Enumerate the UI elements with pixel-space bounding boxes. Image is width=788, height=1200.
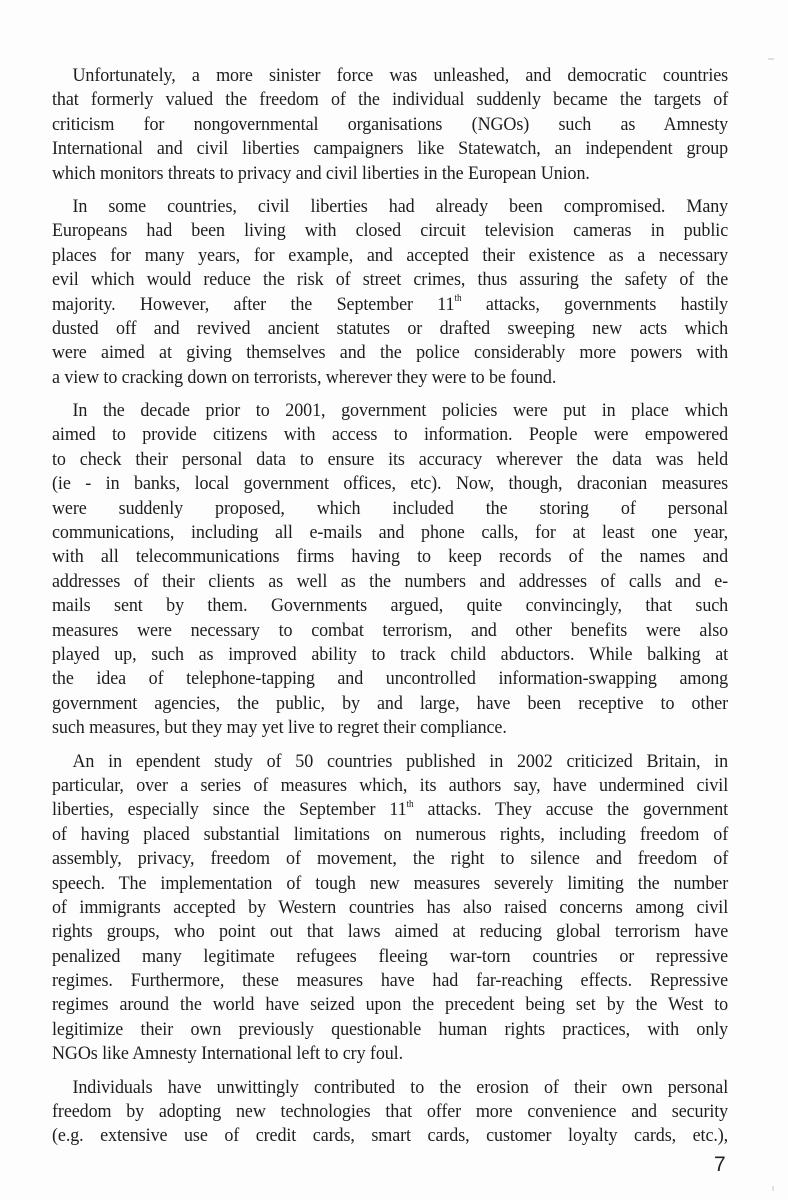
text-line bbox=[52, 88, 728, 112]
line-text: Unfortunately, a more sinister force was unleashed, and democratic countries bbox=[72, 65, 729, 86]
line-text: majority. However, after the September 11 bbox=[52, 293, 455, 315]
text-line bbox=[52, 448, 728, 472]
paragraph bbox=[52, 1076, 728, 1149]
text-line bbox=[52, 399, 728, 423]
text-line bbox=[52, 219, 728, 243]
line-text: Individuals have unwittingly contributed to the erosion of their own personal bbox=[72, 1076, 729, 1098]
scan-speck bbox=[772, 1186, 774, 1191]
text-line bbox=[52, 969, 728, 993]
scan-speck bbox=[768, 58, 774, 60]
text-line bbox=[52, 896, 728, 920]
text-line bbox=[52, 293, 728, 317]
line-text: In some countries, civil liberties had already been compromised. Many bbox=[72, 195, 729, 217]
line-text: government agencies, the public, by and large, have been receptive to other bbox=[52, 692, 729, 714]
line-text: were aimed at giving themselves and the police considerably more powers with bbox=[52, 342, 729, 364]
text-line bbox=[52, 1042, 728, 1066]
text-line bbox=[52, 317, 728, 341]
line-text: of immigrants accepted by Western countries has also raised concerns among civil bbox=[52, 896, 729, 918]
line-text: which monitors threats to privacy and civil liberties in the European Union. bbox=[52, 162, 590, 184]
line-text: a view to cracking down on terrorists, wherever they were to be found. bbox=[52, 366, 557, 388]
text-line bbox=[52, 774, 728, 798]
body-text bbox=[52, 64, 728, 1158]
text-line bbox=[52, 872, 728, 896]
line-text: such measures, but they may yet live to regret their compliance. bbox=[52, 717, 507, 739]
line-text: regimes around the world have seized upon the precedent being set by the West to bbox=[52, 994, 729, 1016]
text-line bbox=[52, 162, 728, 186]
text-line bbox=[52, 497, 728, 521]
line-text: In the decade prior to 2001, government policies were put in place which bbox=[72, 400, 729, 422]
paragraph bbox=[52, 399, 728, 740]
text-line bbox=[52, 423, 728, 447]
line-text: (ie - in banks, local government offices, etc). Now, though, draconian measures bbox=[52, 473, 729, 495]
text-line bbox=[52, 545, 728, 569]
line-text: penalized many legitimate refugees fleeing war-torn countries or repressive bbox=[52, 945, 729, 967]
text-line bbox=[52, 750, 728, 774]
line-text: International and civil liberties campaigners like Statewatch, an independent group bbox=[52, 138, 729, 160]
line-text: liberties, especially since the September 11 bbox=[52, 799, 407, 821]
line-text: communications, including all e-mails and phone calls, for at least one year, bbox=[52, 522, 729, 544]
line-text: with all telecommunications firms having to keep records of the names and bbox=[52, 546, 729, 568]
line-text: assembly, privacy, freedom of movement, the right to silence and freedom of bbox=[52, 848, 729, 870]
line-text: particular, over a series of measures which, its authors say, have undermined civil bbox=[52, 774, 729, 796]
text-line bbox=[52, 1018, 728, 1042]
line-text: aimed to provide citizens with access to information. People were empowered bbox=[52, 424, 729, 446]
text-line bbox=[52, 137, 728, 161]
text-line bbox=[52, 643, 728, 667]
line-text: regimes. Furthermore, these measures have had far-reaching effects. Repressive bbox=[52, 970, 729, 992]
line-text: the idea of telephone-tapping and uncontrolled information-swapping among bbox=[52, 668, 729, 690]
text-line bbox=[52, 366, 728, 390]
text-line bbox=[52, 847, 728, 871]
paragraph bbox=[52, 195, 728, 390]
text-line bbox=[52, 945, 728, 969]
line-text: played up, such as improved ability to track child abductors. While balking at bbox=[52, 643, 729, 665]
text-line bbox=[52, 1124, 728, 1148]
line-text: attacks, governments hastily bbox=[461, 293, 729, 315]
line-text: places for many years, for example, and accepted their existence as a necessary bbox=[52, 244, 729, 266]
line-text: legitimize their own previously questionable human rights practices, with only bbox=[52, 1018, 729, 1040]
text-line bbox=[52, 1100, 728, 1124]
line-text: freedom by adopting new technologies that offer more convenience and security bbox=[52, 1101, 729, 1123]
line-text: evil which would reduce the risk of street crimes, thus assuring the safety of the bbox=[52, 269, 729, 291]
text-line bbox=[52, 619, 728, 643]
text-line bbox=[52, 667, 728, 691]
text-line bbox=[52, 594, 728, 618]
text-line bbox=[52, 798, 728, 822]
line-text: rights groups, who point out that laws aimed at reducing global terrorism have bbox=[52, 921, 729, 943]
line-text: dusted off and revived ancient statutes or drafted sweeping new acts which bbox=[52, 317, 729, 339]
page-number: 7 bbox=[714, 1153, 726, 1176]
line-text: of having placed substantial limitations on numerous rights, including freedom of bbox=[52, 823, 729, 845]
line-text: NGOs like Amnesty International left to cry foul. bbox=[52, 1043, 404, 1065]
text-line bbox=[52, 920, 728, 944]
text-line bbox=[52, 993, 728, 1017]
line-text: that formerly valued the freedom of the individual suddenly became the targets of bbox=[52, 89, 729, 111]
text-line bbox=[52, 472, 728, 496]
line-text: (e.g. extensive use of credit cards, smart cards, customer loyalty cards, etc.), bbox=[52, 1125, 729, 1147]
text-line bbox=[52, 521, 728, 545]
text-line bbox=[52, 244, 728, 268]
line-text: An in ependent study of 50 countries published in 2002 criticized Britain, in bbox=[72, 750, 729, 772]
text-line bbox=[52, 268, 728, 292]
text-line bbox=[52, 1076, 728, 1100]
paragraph bbox=[52, 750, 728, 1067]
text-line bbox=[52, 692, 728, 716]
line-text: mails sent by them. Governments argued, quite convincingly, that such bbox=[52, 595, 729, 617]
text-line bbox=[52, 113, 728, 137]
text-line bbox=[52, 195, 728, 219]
line-text: criticism for nongovernmental organisations (NGOs) such as Amnesty bbox=[52, 113, 729, 135]
paragraph bbox=[52, 64, 728, 186]
line-text: addresses of their clients as well as the numbers and addresses of calls and e- bbox=[52, 570, 729, 592]
line-text: attacks. They accuse the government bbox=[413, 799, 729, 821]
ordinal-superscript: th bbox=[406, 798, 414, 810]
text-line bbox=[52, 341, 728, 365]
text-line bbox=[52, 64, 728, 88]
line-text: measures were necessary to combat terrorism, and other benefits were also bbox=[52, 619, 729, 641]
line-text: speech. The implementation of tough new measures severely limiting the number bbox=[52, 872, 729, 894]
text-line bbox=[52, 570, 728, 594]
text-line bbox=[52, 716, 728, 740]
line-text: were suddenly proposed, which included the storing of personal bbox=[52, 497, 729, 519]
text-line bbox=[52, 823, 728, 847]
ordinal-superscript: th bbox=[454, 293, 462, 305]
line-text: Europeans had been living with closed circuit television cameras in public bbox=[52, 220, 729, 242]
line-text: to check their personal data to ensure its accuracy wherever the data was held bbox=[52, 448, 729, 470]
